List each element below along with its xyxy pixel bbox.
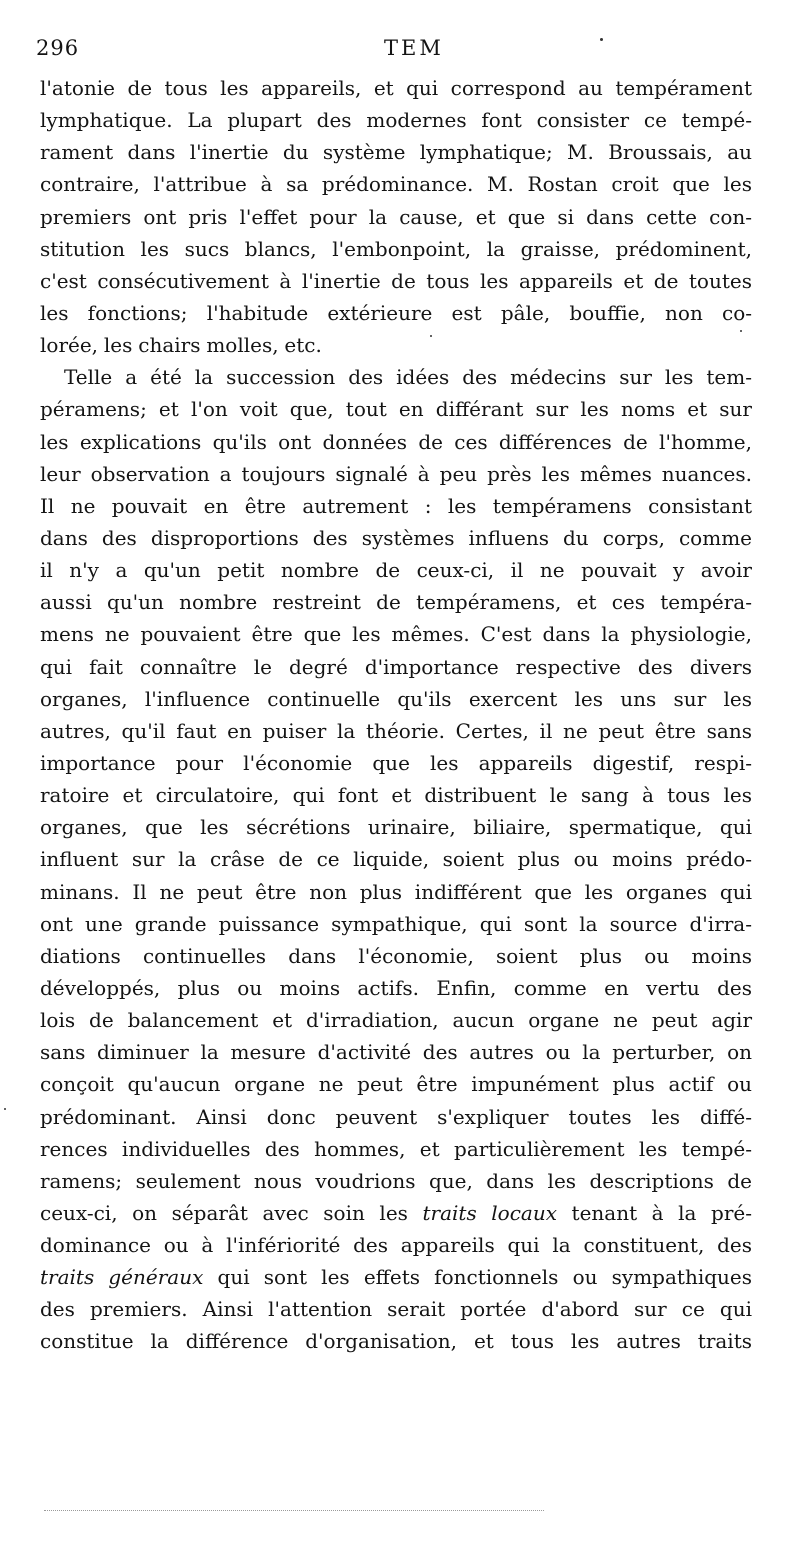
text-line: organes, que les sécrétions urinaire, biliaire, spermatique, qui	[40, 815, 752, 840]
text-line: leur observation a toujours signalé à peu près les mêmes nuances.	[40, 461, 752, 486]
text-line: Il ne pouvait en être autrement : les tempéramens consistant	[40, 493, 752, 518]
text-fragment: ceux-ci, on séparât avec soin les	[40, 1200, 423, 1225]
text-line: constitue la différence d'organisation, et tous les autres traits	[40, 1329, 752, 1354]
text-line: stitution les sucs blancs, l'embonpoint, la graisse, prédominent,	[40, 236, 752, 261]
text-fragment: tenant à la pré-	[556, 1200, 752, 1225]
text-line: lois de balancement et d'irradiation, aucun organe ne peut agir	[40, 1008, 752, 1033]
running-head: TEM	[384, 36, 444, 60]
text-line: aussi qu'un nombre restreint de tempéramens, et ces tempéra-	[40, 590, 752, 615]
text-line: les fonctions; l'habitude extérieure est pâle, bouffie, non co-	[40, 300, 752, 325]
text-line: rences individuelles des hommes, et particulièrement les tempé-	[40, 1136, 752, 1161]
text-line: importance pour l'économie que les appareils digestif, respi-	[40, 750, 752, 775]
page-header	[36, 36, 766, 66]
text-line: lymphatique. La plupart des modernes font consister ce tempé-	[40, 108, 752, 133]
text-line: premiers ont pris l'effet pour la cause, et que si dans cette con-	[40, 204, 752, 229]
text-line: organes, l'influence continuelle qu'ils exercent les uns sur les	[40, 686, 752, 711]
text-line: développés, plus ou moins actifs. Enfin, comme en vertu des	[40, 975, 752, 1000]
text-line: ramens; seulement nous voudrions que, dans les descriptions de	[40, 1168, 752, 1193]
text-fragment: qui sont les effets fonctionnels ou sympathiques	[203, 1265, 753, 1290]
text-line: diations continuelles dans l'économie, soient plus ou moins	[40, 943, 752, 968]
print-speck	[430, 335, 432, 337]
text-line-with-italic	[40, 1197, 752, 1229]
italic-term-traits-generaux: traits généraux	[40, 1265, 204, 1290]
page-number: 296	[36, 36, 80, 60]
text-line: contraire, l'attribue à sa prédominance. M. Rostan croit que les	[40, 172, 752, 197]
text-line: minans. Il ne peut être non plus indifférent que les organes qui	[40, 879, 752, 904]
text-line: conçoit qu'aucun organe ne peut être impunément plus actif ou	[40, 1072, 752, 1097]
print-speck	[600, 38, 603, 41]
text-line: l'atonie de tous les appareils, et qui correspond au tempérament	[40, 76, 752, 100]
text-line: les explications qu'ils ont données de ces différences de l'homme,	[40, 429, 752, 454]
text-line-with-italic	[40, 1261, 752, 1293]
text-line: autres, qu'il faut en puiser la théorie. Certes, il ne peut être sans	[40, 718, 752, 743]
text-line: ratoire et circulatoire, qui font et distribuent le sang à tous les	[40, 783, 752, 808]
bottom-bleed-through-line	[44, 1510, 544, 1511]
text-line: il n'y a qu'un petit nombre de ceux-ci, il ne pouvait y avoir	[40, 558, 752, 583]
text-line: qui fait connaître le degré d'importance respective des divers	[40, 654, 752, 679]
text-line: ont une grande puissance sympathique, qui sont la source d'irra-	[40, 911, 752, 936]
text-line: mens ne pouvaient être que les mêmes. C'est dans la physiologie,	[40, 622, 752, 647]
body-text	[40, 72, 752, 1358]
print-speck	[740, 330, 742, 332]
text-line: prédominant. Ainsi donc peuvent s'expliquer toutes les diffé-	[40, 1104, 752, 1129]
text-line: sans diminuer la mesure d'activité des autres ou la perturber, on	[40, 1040, 752, 1065]
text-line: dans des disproportions des systèmes influens du corps, comme	[40, 525, 752, 550]
text-line: c'est consécutivement à l'inertie de tous les appareils et de toutes	[40, 268, 752, 293]
text-line: des premiers. Ainsi l'attention serait portée d'abord sur ce qui	[40, 1297, 752, 1322]
print-speck	[4, 1108, 6, 1110]
paragraph-start-line: Telle a été la succession des idées des médecins sur les tem-	[64, 365, 752, 390]
paragraph-end-line: lorée, les chairs molles, etc.	[40, 333, 322, 358]
italic-term-traits-locaux: traits locaux	[422, 1200, 557, 1225]
text-line: péramens; et l'on voit que, tout en différant sur les noms et sur	[40, 397, 752, 422]
text-line: influent sur la crâse de ce liquide, soient plus ou moins prédo-	[40, 847, 752, 872]
text-line: dominance ou à l'infériorité des appareils qui la constituent, des	[40, 1233, 752, 1258]
text-line: rament dans l'inertie du système lymphatique; M. Broussais, au	[40, 140, 752, 165]
